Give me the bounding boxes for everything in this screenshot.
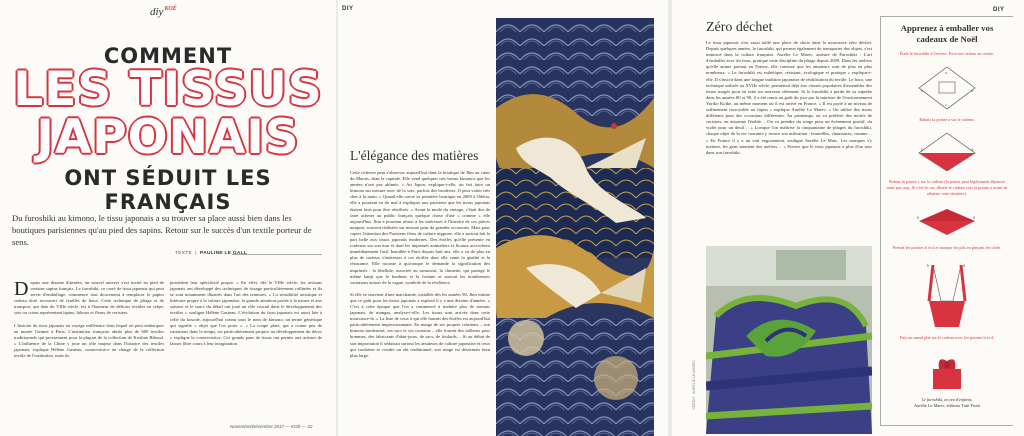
kimono-fabric-image	[496, 18, 654, 436]
section-tag: DIY	[342, 6, 354, 12]
caption-source: Aurélie Le Marec, éditions Tutti Frutti	[913, 402, 981, 408]
label-b-3: b	[917, 215, 919, 220]
label-d-1: d	[971, 88, 973, 93]
sidebar-title: Apprenez à emballer vos cadeaux de Noël	[900, 23, 994, 44]
text-column-2: possèdent leur spécificité propre. » En effet, dès le VIIIe siècle, les artisans japonais ont développé des techniques de tissage particulièrement raffinées et ils se sont notamment illustrés dans l'art des teintures. « La sensibilité artistique et littéraire propre à la culture japonaise, la grande attention portée à la nature et aux saisons et le souci du détail ont joué un rôle crucial dans le développement des textiles » souligne Hélène Gasteau. L'évolution du tissu japonais est aussi liée à celle du kosode, aujourd'hui connu sous le nom de kimono, un terme générique qui signifie « objet que l'on porte ». « La coupe plate, qui a connu peu de variations dans le temps, est particulièrement propice au développement du décor » explique la conservatrice. Ces grands pans de tissus ont permis aux artistes de laisser libre cours à leur imagination.	[170, 280, 322, 346]
page-folio: Novembre/Décembre 2017 — KOÉ — 22	[230, 424, 313, 429]
label-b-2: b	[921, 147, 923, 152]
label-b-1: b	[921, 88, 923, 93]
text-column-1: Depuis une dizaine d'années, un nouvel univers s'est invité au pied de certains sapins français. Le furoshiki, ce carré de tissu japonais qui peut servir d'emballage, commence tout doucement à remplacer le papier cadeau doré recouvert de feuilles de houx. Cette technique de pliage et de transport, qui date du VIIIe siècle, est à l'honneur de délicats textiles en crêpe, soie ou coton représentant lapins, hiboux et fleurs de cerisiers. L'histoire du tissu japonais en voyage millénaire dans lequel on peut embarquer au musée Guimet à Paris. L'institution française abrite plus de 600 textiles traditionnels qui proviennent pour la plupart de la collection de Krishnà Riboud. « L'influence de la Chine y joue un rôle majeur dans l'histoire des textiles japonais, explique Hélène Gasteau, conservatrice en charge de la collection textile de l'institution, mais ils	[14, 278, 164, 359]
step-1-text: Étale le furoshiki à l'envers. Pose ton cadeau au centre.	[899, 51, 995, 56]
step-5-text: Fais un nœud plat sur le cadeau avec les pointes b et d.	[899, 335, 995, 340]
label-d-3: d	[973, 215, 975, 220]
page-left	[0, 0, 336, 436]
headline-les-tissus: LES TISSUS	[13, 62, 323, 117]
step-3-diagram	[917, 207, 977, 237]
text-column-4: Le tissu japonais s'est aussi taillé une place de choix dans la mouvance zéro déchet. Depuis quelques années, le furoshiki, qui permet également de transporter des objets, s'est immiscé dans la culture française. Aurélie Le Marec, auteure de Furoshiki : L'art d'emballer avec du tissu, pratique cette discipline du pliage depuis 2009. Dans les ateliers qu'elle anime partout en France, elle constate que les amateurs sont de plus en plus nombreux. « Le furoshiki est esthétique, résistant, écologique et pratique » explique-t-elle. Il s'inscrit dans une longue tradition japonaise de réutilisation du textile. Le boro, une technique utilisée au XVIIe siècle, permettait déjà aux classes populaires d'assembler des tissus usagés pour en faire un nouveau vêtement. Si le furoshiki a perdu de sa superbe dans les années 80 et 90, il a été remis au goût du jour par la ministre de l'environnement Yuriko Koike, au même moment où il est arrivé en France. « Il est porté à un niveau de raffinement incroyable au Japon » explique Aurélie Le Marec. « On utilise des tissus différents pour des occasions différentes. Au printemps, on va préférer des motifs de cerisiers, en automne l'érable… On va prendre du rouge pour un événement positif, du violet pour un deuil… » Lorsque l'on maîtrise la cinquantaine de pliages du furoshiki, chaque objet de la vie courante y trouve son utilisation : bouteilles, chaussures, comme… « En France il y a un vrai engouement, souligne Aurélie Le Marc. Les marques s'y mettent, les gens montent des ateliers… » Preuve que le tissu japonais a plus d'un tour dans son furoshiki.	[706, 40, 872, 155]
section-tag-right: DIY	[993, 7, 1005, 13]
furoshiki-photo	[706, 246, 872, 434]
label-d-4: d	[963, 263, 965, 268]
sidebar-caption	[885, 397, 1009, 409]
headline-comment: COMMENT	[103, 44, 233, 68]
step-4-diagram	[917, 261, 977, 333]
section-heading-zero-dechet: Zéro déchet	[706, 20, 773, 35]
byline-author: PAULINE LE GALL	[200, 251, 248, 256]
headline-japonais: JAPONAIS	[36, 110, 300, 165]
caption-title: Le furoshiki, un jeu d'enfants,	[921, 397, 973, 402]
how-to-sidebar	[880, 7, 1013, 426]
section-logo: diy$^{KOÉ}$	[150, 6, 177, 18]
label-c-1: c	[945, 102, 947, 107]
step-1-diagram	[917, 65, 977, 111]
label-d-2: d	[971, 147, 973, 152]
step-4-text: Prends les pointes b et d et marque les plis en pinçant les côtés.	[892, 245, 1002, 250]
byline: TEXTE | PAULINE LE GALL	[175, 251, 248, 256]
label-b-4: b	[927, 263, 929, 268]
label-a-1: a	[945, 70, 947, 75]
step-3-text: Rabats la pointe c sur le cadeau (la pointe peut légèrement dépasser mais pas trop. Si c'est le cas, décale le cadeau vers la pointe a avant de rabattre cette dernière).	[886, 179, 1008, 196]
photo-credit: CRÉDIT : AURÉLIE LE MAREC	[692, 360, 696, 410]
step-2-diagram	[917, 127, 977, 173]
step-5-diagram	[917, 349, 977, 393]
page-right	[672, 0, 1024, 436]
page-middle	[338, 0, 668, 436]
section-heading-elegance: L'élégance des matières	[350, 148, 479, 163]
text-column-3: Cette richesse peut s'observer aujourd'hui dans la boutique de Jhin au cœur du Marais, dans la capitale. Elle vend quelques très beaux kimonos que les années n'ont pas abîmés. « Au Japon, explique-t-elle, on fait faire un kimono sur mesure avec de la soie, parfois des broderies. Il peut valoir très cher à la main. » Quand elle ouvre sa première boutique en 2009 à Odéon, elle a pourtant eu du mal à expliquer aux parisiens que les tissus japonais étaient faits pour être réutilisés. « Avant la mode du vintage, c'était dur de faire acheter au public français quelque chose d'usé « comme » elle aujourd'hui. Jhin a pourtant réussi à les intéresser à l'histoire de ces pièces uniques, souvent réalisées sur mesure pour de grandes occasions. Mais pour capter l'attention des Parisiens férus de culture nippone, elle a surtout fait la part belle aux tissus japonais modernes. Des étoffes qu'elle présente en rouleaux sur son mur et dont les imprimés animaliers et floraux accrochent immédiatement l'œil. Installée à Paris depuis huit ans, elle a vu de plus en plus de curieux s'intéresser à ces étoffes dont elle vante la qualité et la résistance. Elle raconte à quiconque le demande la signification des imprimés : la libellule, associée au samouraï, la chouette, qui partage le même kanji que le bonheur et la fortune et surtout les nombreuses variations autour de la vague, symbole de la résilience. Si elle se souvient d'une marchande, installée dès les années 90, Jhin estime que ce goût pour les tissus japonais a explosé il y a une dizaine d'années. « C'est à cette époque que l'on a commencé à traduire plus de romans japonais, de mangas, analyse-t-elle. Les tissus sont arrivés dans cette mouvance-là. » La liste de ceux à qui elle fournit des étoffes est aujourd'hui particulièrement impressionnante. En marge de ses propres créations – son kimono modernisé, ses sacs et ses coussins – elle fournit des tailleurs pour hommes, des fabricants d'abat-jours, de sacs, de foulards… Si au début de son importation il séduisait surtout les amateurs de culture japonaise et ceux qui voulaient se coudre un obi traditionnel, son usage est désormais bien plus large.	[350, 170, 490, 358]
byline-rule	[232, 254, 322, 255]
article-lede: Du furoshiki au kimono, le tissu japonais a su trouver sa place aussi bien dans les boutiques parisiennes qu'au pied des sapins. Retour sur le succès d'un textile porteur de sens.	[12, 213, 312, 247]
headline-ont-seduit: ONT SÉDUIT LES FRANÇAIS	[64, 166, 272, 214]
step-2-text: Rabats la pointe a sur le cadeau.	[919, 117, 975, 122]
drop-cap: D	[14, 278, 29, 300]
